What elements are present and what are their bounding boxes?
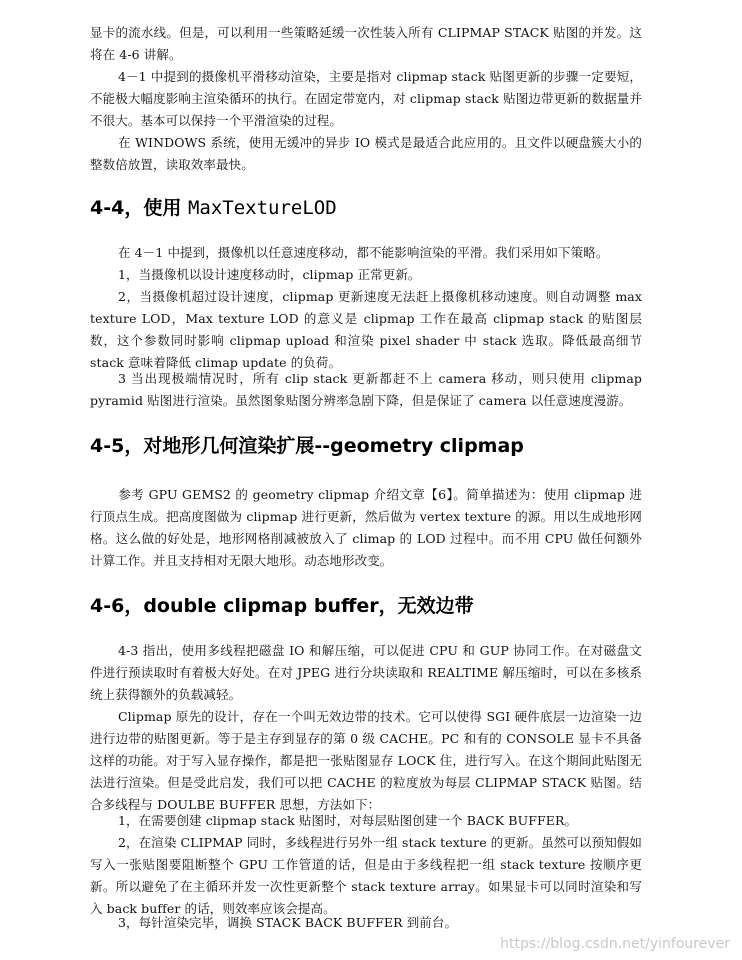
paragraph-4-4-intro (90, 242, 642, 264)
paragraph-windows-io (90, 132, 642, 176)
paragraph-4-4-item3 (90, 368, 642, 412)
paragraph-text: Clipmap 原先的设计，存在一个叫无效边带的技术。它可以使得 SGI 硬件底层一边渲染一边进行边带的贴图更新。等于是主存到显存的第 0 级 CACHE。PC 和有的 CONSOLE 显卡不具备这样的功能。对于写入显存操作，都是把一张贴图显存 LOCK 住，进行写入。在这个期间此贴图无法进行渲染。但是受此启发，我们可以把 CACHE 的粒度放为每层 CLIPMAP STACK 贴图。结合多线程与 DOULBE BUFFER 思想，方法如下： (90, 709, 642, 812)
heading-text: 4-4，使用 (90, 197, 188, 219)
paragraph-text: 4－1 中提到的摄像机平滑移动渲染，主要是指对 clipmap stack 贴图更新的步骤一定要短，不能极大幅度影响主渲染循环的执行。在固定带宽内，对 clipmap stack 贴图边带更新的数据量并不很大。基本可以保持一个平滑渲染的过程。 (90, 69, 642, 128)
watermark: https://blog.csdn.net/yinfourever (500, 936, 730, 952)
paragraph-text: 在 WINDOWS 系统，使用无缓冲的异步 IO 模式是最适合此应用的。且文件以硬盘簇大小的整数倍放置，读取效率最快。 (90, 135, 642, 172)
paragraph-4-5 (90, 484, 642, 572)
paragraph-text: 1，在需要创建 clipmap stack 贴图时，对每层贴图创建一个 BACK BUFFER。 (118, 813, 578, 828)
paragraph-4-6-p2 (90, 706, 642, 816)
paragraph-4-6-item3 (90, 912, 642, 934)
paragraph-text: 2，在渲染 CLIPMAP 同时，多线程进行另外一组 stack texture 的更新。虽然可以预知假如写入一张贴图要阻断整个 GPU 工作管道的话，但是由于多线程把一组 stack texture 按顺序更新。所以避免了在主循环并发一次性更新整个 stack texture array。如果显卡可以同时渲染和写入 back buffer 的话，则效率应该会提高。 (90, 835, 642, 916)
paragraph-4-6-p1 (90, 640, 642, 706)
paragraph-text: 2，当摄像机超过设计速度，clipmap 更新速度无法赶上摄像机移动速度。则自动调整 max texture LOD，Max texture LOD 的意义是 clipmap 工作在最高 clipmap stack 的贴图层数，这个参数同时影响 clipmap upload 和渲染 pixel shader 中 stack 选取。降低最高细节 stack 意味着降低 climap update 的负荷。 (90, 289, 642, 370)
paragraph-text: 3 当出现极端情况时，所有 clip stack 更新都赶不上 camera 移动，则只使用 clipmap pyramid 贴图进行渲染。虽然图象贴图分辨率急剧下降，但是保证了 camera 以任意速度漫游。 (90, 371, 642, 408)
section-heading-4-6: 4-6，double clipmap buffer，无效边带 (90, 595, 474, 617)
section-heading-4-4 (90, 196, 337, 220)
paragraph-text: 1，当摄像机以设计速度移动时，clipmap 正常更新。 (118, 267, 421, 282)
paragraph-text: 4-3 指出，使用多线程把磁盘 IO 和解压缩，可以促进 CPU 和 GUP 协同工作。在对磁盘文件进行预读取时有着极大好处。在对 JPEG 进行分块读取和 REALTIME 解压缩时，可以在多核系统上获得额外的负载减轻。 (90, 643, 642, 702)
intro-paragraph: 显卡的流水线。但是，可以利用一些策略延缓一次性装入所有 CLIPMAP STACK 贴图的并发。这将在 4-6 讲解。 (90, 25, 642, 62)
paragraph-text: 3，每针渲染完毕，调换 STACK BACK BUFFER 到前台。 (118, 915, 458, 930)
paragraph-4-4-item2 (90, 286, 642, 374)
paragraph-4-6-item1 (90, 810, 642, 832)
heading-mono-text: MaxTextureLOD (187, 197, 337, 219)
section-heading-4-5: 4-5，对地形几何渲染扩展--geometry clipmap (90, 435, 524, 457)
paragraph-4-6-item2 (90, 832, 642, 920)
paragraph-smooth-camera (90, 66, 642, 132)
paragraph-4-4-item1 (90, 264, 642, 286)
paragraph-text: 参考 GPU GEMS2 的 geometry clipmap 介绍文章【6】。简单描述为：使用 clipmap 进行顶点生成。把高度图做为 clipmap 进行更新，然后做为 vertex texture 的源。用以生成地形网格。这么做的好处是，地形网格削减被放入了 climap 的 LOD 过程中。而不用 CPU 做任何额外计算工作。并且支持相对无限大地形。动态地形改变。 (90, 487, 642, 568)
paragraph-text: 在 4－1 中提到，摄像机以任意速度移动，都不能影响渲染的平滑。我们采用如下策略。 (118, 245, 609, 260)
